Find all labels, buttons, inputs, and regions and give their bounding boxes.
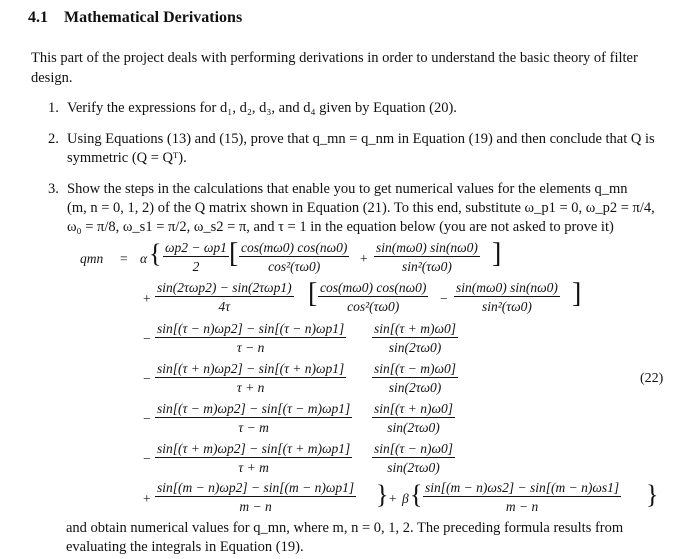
eq-row8: sin[(m − n)ωs2] − sin[(m − n)ωs1] m − n [425, 480, 620, 514]
eq-brace-open-2: { [410, 480, 423, 509]
footer-paragraph [66, 519, 676, 557]
eq-plus-r7: + [143, 491, 151, 506]
eq-plus-2: + [143, 291, 151, 306]
eq-equals: = [120, 251, 128, 266]
eq-row7: sin[(m − n)ωp2] − sin[(m − n)ωp1] m − n [157, 480, 355, 514]
document-page: 4.1 Mathematical Derivations This part of the project deals with performing derivations in order to understand the basic theory of filter design. 1. Verify the expressions for d₁, d₂, d₃, and d₄ given by Equation (20). 2. Using Equations (13) and (15), prove that q_mn = q_nm in Equation (19) and then conclude that Q is symmetric (Q = Qᵀ). 3. Show the steps in the calculations that enable you to get numerical values for the elements q_mn (m, n = 0, 1, 2) of the Q matrix shown in Equation (21). To this end, substitute ω_p1 = 0, ω_p2 = π/4, ω₀ = π/8, ω_s1 = π/2, ω_s2 = π, and τ = 1 in the equation below (you are not asked to prove it) qmn = α { ωp2 − ωp1 2 [ cos(mω0) cos(nω0) cos²(τω0) + sin(mω0) sin(nω0) sin²(τω0) ] + sin(2τωp2) − sin(2τωp1) 4τ [ cos(mω0) cos(nω0) cos²(τω0) − sin(mω0) sin(nω0) sin²(τω0) ] − sin[(τ − n)ωp2] − sin[(τ − n)ωp1] τ − n sin[(τ + m)ω0] sin(2τω0) − sin[(τ + n)ωp2] − sin[(τ + n)ωp1] τ + n sin[(τ − m)ω0] sin(2τω0) − sin[(τ − m)ωp2] − sin[(τ − m)ωp1] τ − m sin[(τ + n)ω0] sin(2τω0) − sin[(τ + m)ωp2] − sin[(τ + m)ωp1] τ + m sin[(τ − n)ω0] sin(2τω0) + sin[(m − n)ωp2] − sin[(m − n)ωp1] m − n } + β { sin[(m − n)ωs2] − sin[(m − n)ωs1] m − n } (22) and obtain numerical values for q_mn, where m, n = 0, 1, 2. The preceding formula results from evaluating the integrals in Equation (19). [0, 0, 700, 559]
list-item-2-line-1: Using Equations (13) and (15), prove that q_mn = q_nm in Equation (19) and then conclude that Q is [67, 131, 655, 147]
eq-minus-r4: − [143, 371, 151, 386]
eq-cos-fraction-2: cos(mω0) cos(nω0) cos²(τω0) [320, 280, 427, 314]
eq-row3-right: sin[(τ + m)ω0] sin(2τω0) [374, 321, 456, 355]
eq-lhs: qmn [80, 251, 104, 266]
eq-cos-fraction-1: cos(mω0) cos(nω0) cos²(τω0) [241, 240, 348, 274]
eq-minus-1: − [440, 291, 448, 306]
eq-bracket-close-2: ] [572, 278, 582, 309]
eq-minus-r6: − [143, 451, 151, 466]
eq-plus-1: + [360, 251, 368, 266]
list-item-1-text: Verify the expressions for d₁, d₂, d₃, and d₄ given by Equation (20). [67, 100, 457, 116]
eq-row5-right: sin[(τ + n)ω0] sin(2τω0) [374, 401, 453, 435]
eq-row4-left: sin[(τ + n)ωp2] − sin[(τ + n)ωp1] τ + n [157, 361, 345, 395]
list-item-3-line-2: (m, n = 0, 1, 2) of the Q matrix shown in Equation (21). To this end, substitute ω_p1 = 0, ω_p2 = π/4, [67, 200, 655, 216]
eq-row5-left: sin[(τ − m)ωp2] − sin[(τ − m)ωp1] τ − m [157, 401, 351, 435]
list-item-2-line-2: symmetric (Q = Qᵀ). [67, 150, 187, 166]
section-title: Mathematical Derivations [64, 9, 243, 26]
eq-minus-r5: − [143, 411, 151, 426]
eq-sin-fraction-1: sin(mω0) sin(nω0) sin²(τω0) [376, 240, 478, 274]
eq-term2: sin(2τωp2) − sin(2τωp1) 4τ [157, 280, 292, 314]
equation-number: (22) [640, 371, 664, 386]
eq-row3-left: sin[(τ − n)ωp2] − sin[(τ − n)ωp1] τ − n [157, 321, 345, 355]
eq-row6-left: sin[(τ + m)ωp2] − sin[(τ + m)ωp1] τ + m [157, 441, 351, 475]
eq-term1: ωp2 − ωp1 2 [165, 240, 227, 274]
eq-alpha: α [140, 251, 148, 266]
eq-bracket-close-1: ] [492, 238, 502, 269]
eq-row4-right: sin[(τ − m)ω0] sin(2τω0) [374, 361, 456, 395]
intro-paragraph: This part of the project deals with performing derivations in order to understand the basic theory of filter design. [31, 50, 638, 86]
eq-bracket-open-1: [ [229, 238, 239, 269]
eq-row6-right: sin[(τ − n)ω0] sin(2τω0) [374, 441, 453, 475]
section-number: 4.1 [28, 9, 48, 26]
eq-brace-close-1: } [376, 480, 389, 509]
eq-brace-open: { [149, 239, 162, 268]
list-item-3-line-3: ω₀ = π/8, ω_s1 = π/2, ω_s2 = π, and τ = 1 in the equation below (you are not asked to prove it) [67, 219, 614, 235]
eq-brace-close-2: } [646, 480, 659, 509]
eq-minus-r3: − [143, 331, 151, 346]
list-item-3-line-1: Show the steps in the calculations that enable you to get numerical values for the elements q_mn [67, 181, 628, 197]
eq-beta: β [402, 491, 409, 506]
eq-plus-3: + [389, 491, 397, 506]
footer-line-2: evaluating the integrals in Equation (19). [66, 539, 304, 555]
eq-bracket-open-2: [ [308, 278, 318, 309]
footer-line-1: and obtain numerical values for q_mn, where m, n = 0, 1, 2. The preceding formula results from [66, 520, 624, 536]
eq-sin-fraction-2: sin(mω0) sin(nω0) sin²(τω0) [456, 280, 558, 314]
